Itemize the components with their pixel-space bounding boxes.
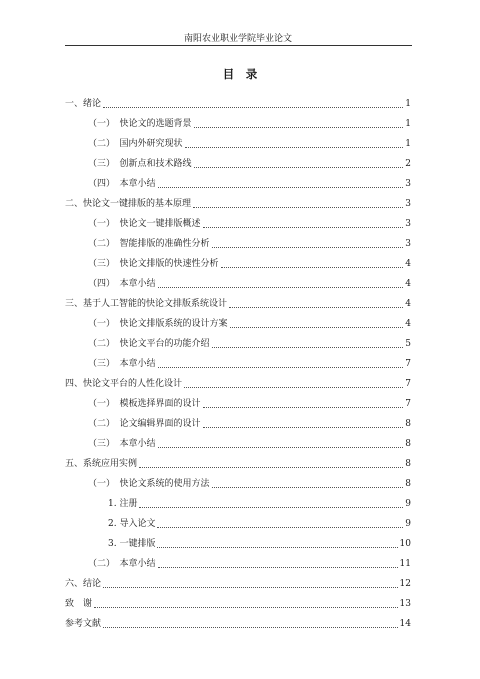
toc-entry-page-number: 11	[399, 559, 411, 569]
toc-entry-page-number: 8	[405, 459, 411, 469]
dot-leader	[94, 607, 398, 608]
toc-entry[interactable]	[65, 534, 411, 554]
toc-entry-label: （三） 本章小结	[88, 439, 156, 449]
dot-leader	[212, 247, 404, 248]
toc-entry[interactable]	[65, 114, 411, 134]
toc-entry-page-number: 8	[405, 479, 411, 489]
toc-entry[interactable]	[65, 594, 411, 614]
toc-entry-label: （三） 本章小结	[88, 359, 156, 369]
toc-entry-page-number: 14	[399, 619, 411, 629]
toc-entry-label: （二） 智能排版的准确性分析	[88, 239, 210, 249]
toc-entry-label: 六、结论	[65, 579, 102, 589]
toc-entry-page-number: 5	[405, 339, 411, 349]
toc-entry[interactable]	[65, 554, 411, 574]
toc-entry-page-number: 1	[405, 99, 411, 109]
dot-leader	[212, 487, 404, 488]
toc-entry-label: （四） 本章小结	[88, 179, 156, 189]
toc-entry-label: （一） 快论文的选题背景	[88, 119, 192, 129]
dot-leader	[185, 147, 404, 148]
toc-entry-page-number: 13	[399, 599, 411, 609]
toc-entry-page-number: 8	[405, 419, 411, 429]
toc-entry[interactable]	[65, 354, 411, 374]
toc-entry[interactable]	[65, 194, 411, 214]
dot-leader	[203, 427, 404, 428]
toc-entry[interactable]	[65, 94, 411, 114]
dot-leader	[230, 327, 404, 328]
toc-entry-label: （一） 模板选择界面的设计	[88, 399, 201, 409]
toc-entry[interactable]	[65, 154, 411, 174]
toc-entry[interactable]	[65, 614, 411, 634]
toc-entry[interactable]	[65, 134, 411, 154]
toc-entry-label: 致 谢	[65, 599, 93, 609]
toc-entry[interactable]	[65, 574, 411, 594]
toc-entry-label: （二） 快论文平台的功能介绍	[88, 339, 210, 349]
toc-entry-label: 一、绪论	[65, 99, 102, 109]
toc-entry[interactable]	[65, 454, 411, 474]
dot-leader	[193, 207, 403, 208]
dot-leader	[139, 467, 403, 468]
toc-entry[interactable]	[65, 254, 411, 274]
dot-leader	[184, 387, 403, 388]
toc-entry-page-number: 3	[405, 179, 411, 189]
toc-entry-label: 三、基于人工智能的快论文排版系统设计	[65, 299, 228, 309]
dot-leader	[158, 567, 398, 568]
toc-entry-label: （一） 快论文一键排版概述	[88, 219, 201, 229]
toc-entry[interactable]	[65, 314, 411, 334]
dot-leader	[221, 267, 404, 268]
toc-entry-page-number: 7	[405, 379, 411, 389]
toc-entry-label: 二、快论文一键排版的基本原理	[65, 199, 192, 209]
toc-entry[interactable]	[65, 414, 411, 434]
toc-entry-page-number: 4	[405, 279, 411, 289]
toc-entry[interactable]	[65, 494, 411, 514]
toc-entry-label: （一） 快论文排版系统的设计方案	[88, 319, 228, 329]
dot-leader	[158, 367, 404, 368]
dot-leader	[203, 227, 404, 228]
toc-entry[interactable]	[65, 294, 411, 314]
toc-entry-label: 2. 导入论文	[108, 519, 156, 529]
toc-entry-label: 1. 注册	[108, 499, 138, 509]
table-of-contents	[65, 94, 411, 634]
dot-leader	[194, 127, 404, 128]
dot-leader	[194, 167, 404, 168]
dot-leader	[103, 587, 398, 588]
toc-entry-page-number: 7	[405, 359, 411, 369]
toc-entry[interactable]	[65, 234, 411, 254]
toc-entry-page-number: 4	[405, 319, 411, 329]
dot-leader	[103, 107, 403, 108]
toc-entry[interactable]	[65, 434, 411, 454]
toc-entry-label: （二） 论文编辑界面的设计	[88, 419, 201, 429]
toc-entry-page-number: 10	[399, 539, 411, 549]
toc-entry-label: 五、系统应用实例	[65, 459, 138, 469]
dot-leader	[157, 527, 403, 528]
toc-entry-label: （三） 快论文排版的快速性分析	[88, 259, 219, 269]
toc-entry-page-number: 9	[405, 499, 411, 509]
dot-leader	[158, 287, 404, 288]
toc-entry[interactable]	[65, 214, 411, 234]
toc-entry-label: 参考文献	[65, 619, 102, 629]
toc-entry-page-number: 3	[405, 219, 411, 229]
toc-entry-page-number: 4	[405, 299, 411, 309]
dot-leader	[203, 407, 404, 408]
toc-entry-page-number: 1	[405, 139, 411, 149]
toc-entry-page-number: 8	[405, 439, 411, 449]
running-header: 南阳农业职业学院毕业论文	[183, 34, 292, 44]
toc-entry[interactable]	[65, 334, 411, 354]
toc-entry[interactable]	[65, 274, 411, 294]
toc-entry-page-number: 7	[405, 399, 411, 409]
dot-leader	[139, 507, 403, 508]
toc-entry[interactable]	[65, 174, 411, 194]
toc-entry-page-number: 12	[399, 579, 411, 589]
toc-entry-label: 四、快论文平台的人性化设计	[65, 379, 183, 389]
toc-entry-page-number: 1	[405, 119, 411, 129]
toc-entry-label: （二） 本章小结	[88, 559, 156, 569]
toc-entry-label: （四） 本章小结	[88, 279, 156, 289]
toc-entry[interactable]	[65, 394, 411, 414]
toc-entry-label: （一） 快论文系统的使用方法	[88, 479, 210, 489]
dot-leader	[229, 307, 403, 308]
dot-leader	[103, 627, 398, 628]
toc-entry-page-number: 2	[405, 159, 411, 169]
toc-entry[interactable]	[65, 474, 411, 494]
header-rule	[65, 45, 412, 46]
toc-entry[interactable]	[65, 514, 411, 534]
dot-leader	[158, 447, 404, 448]
toc-entry-page-number: 3	[405, 239, 411, 249]
toc-entry-label: （二） 国内外研究现状	[88, 139, 183, 149]
toc-entry-page-number: 3	[405, 199, 411, 209]
dot-leader	[212, 347, 404, 348]
toc-entry-label: （三） 创新点和技术路线	[88, 159, 192, 169]
toc-entry[interactable]	[65, 374, 411, 394]
toc-entry-label: 3. 一键排版	[108, 539, 156, 549]
dot-leader	[158, 187, 404, 188]
toc-entry-page-number: 9	[405, 519, 411, 529]
toc-title: 目 录	[222, 67, 258, 81]
dot-leader	[157, 547, 397, 548]
toc-entry-page-number: 4	[405, 259, 411, 269]
